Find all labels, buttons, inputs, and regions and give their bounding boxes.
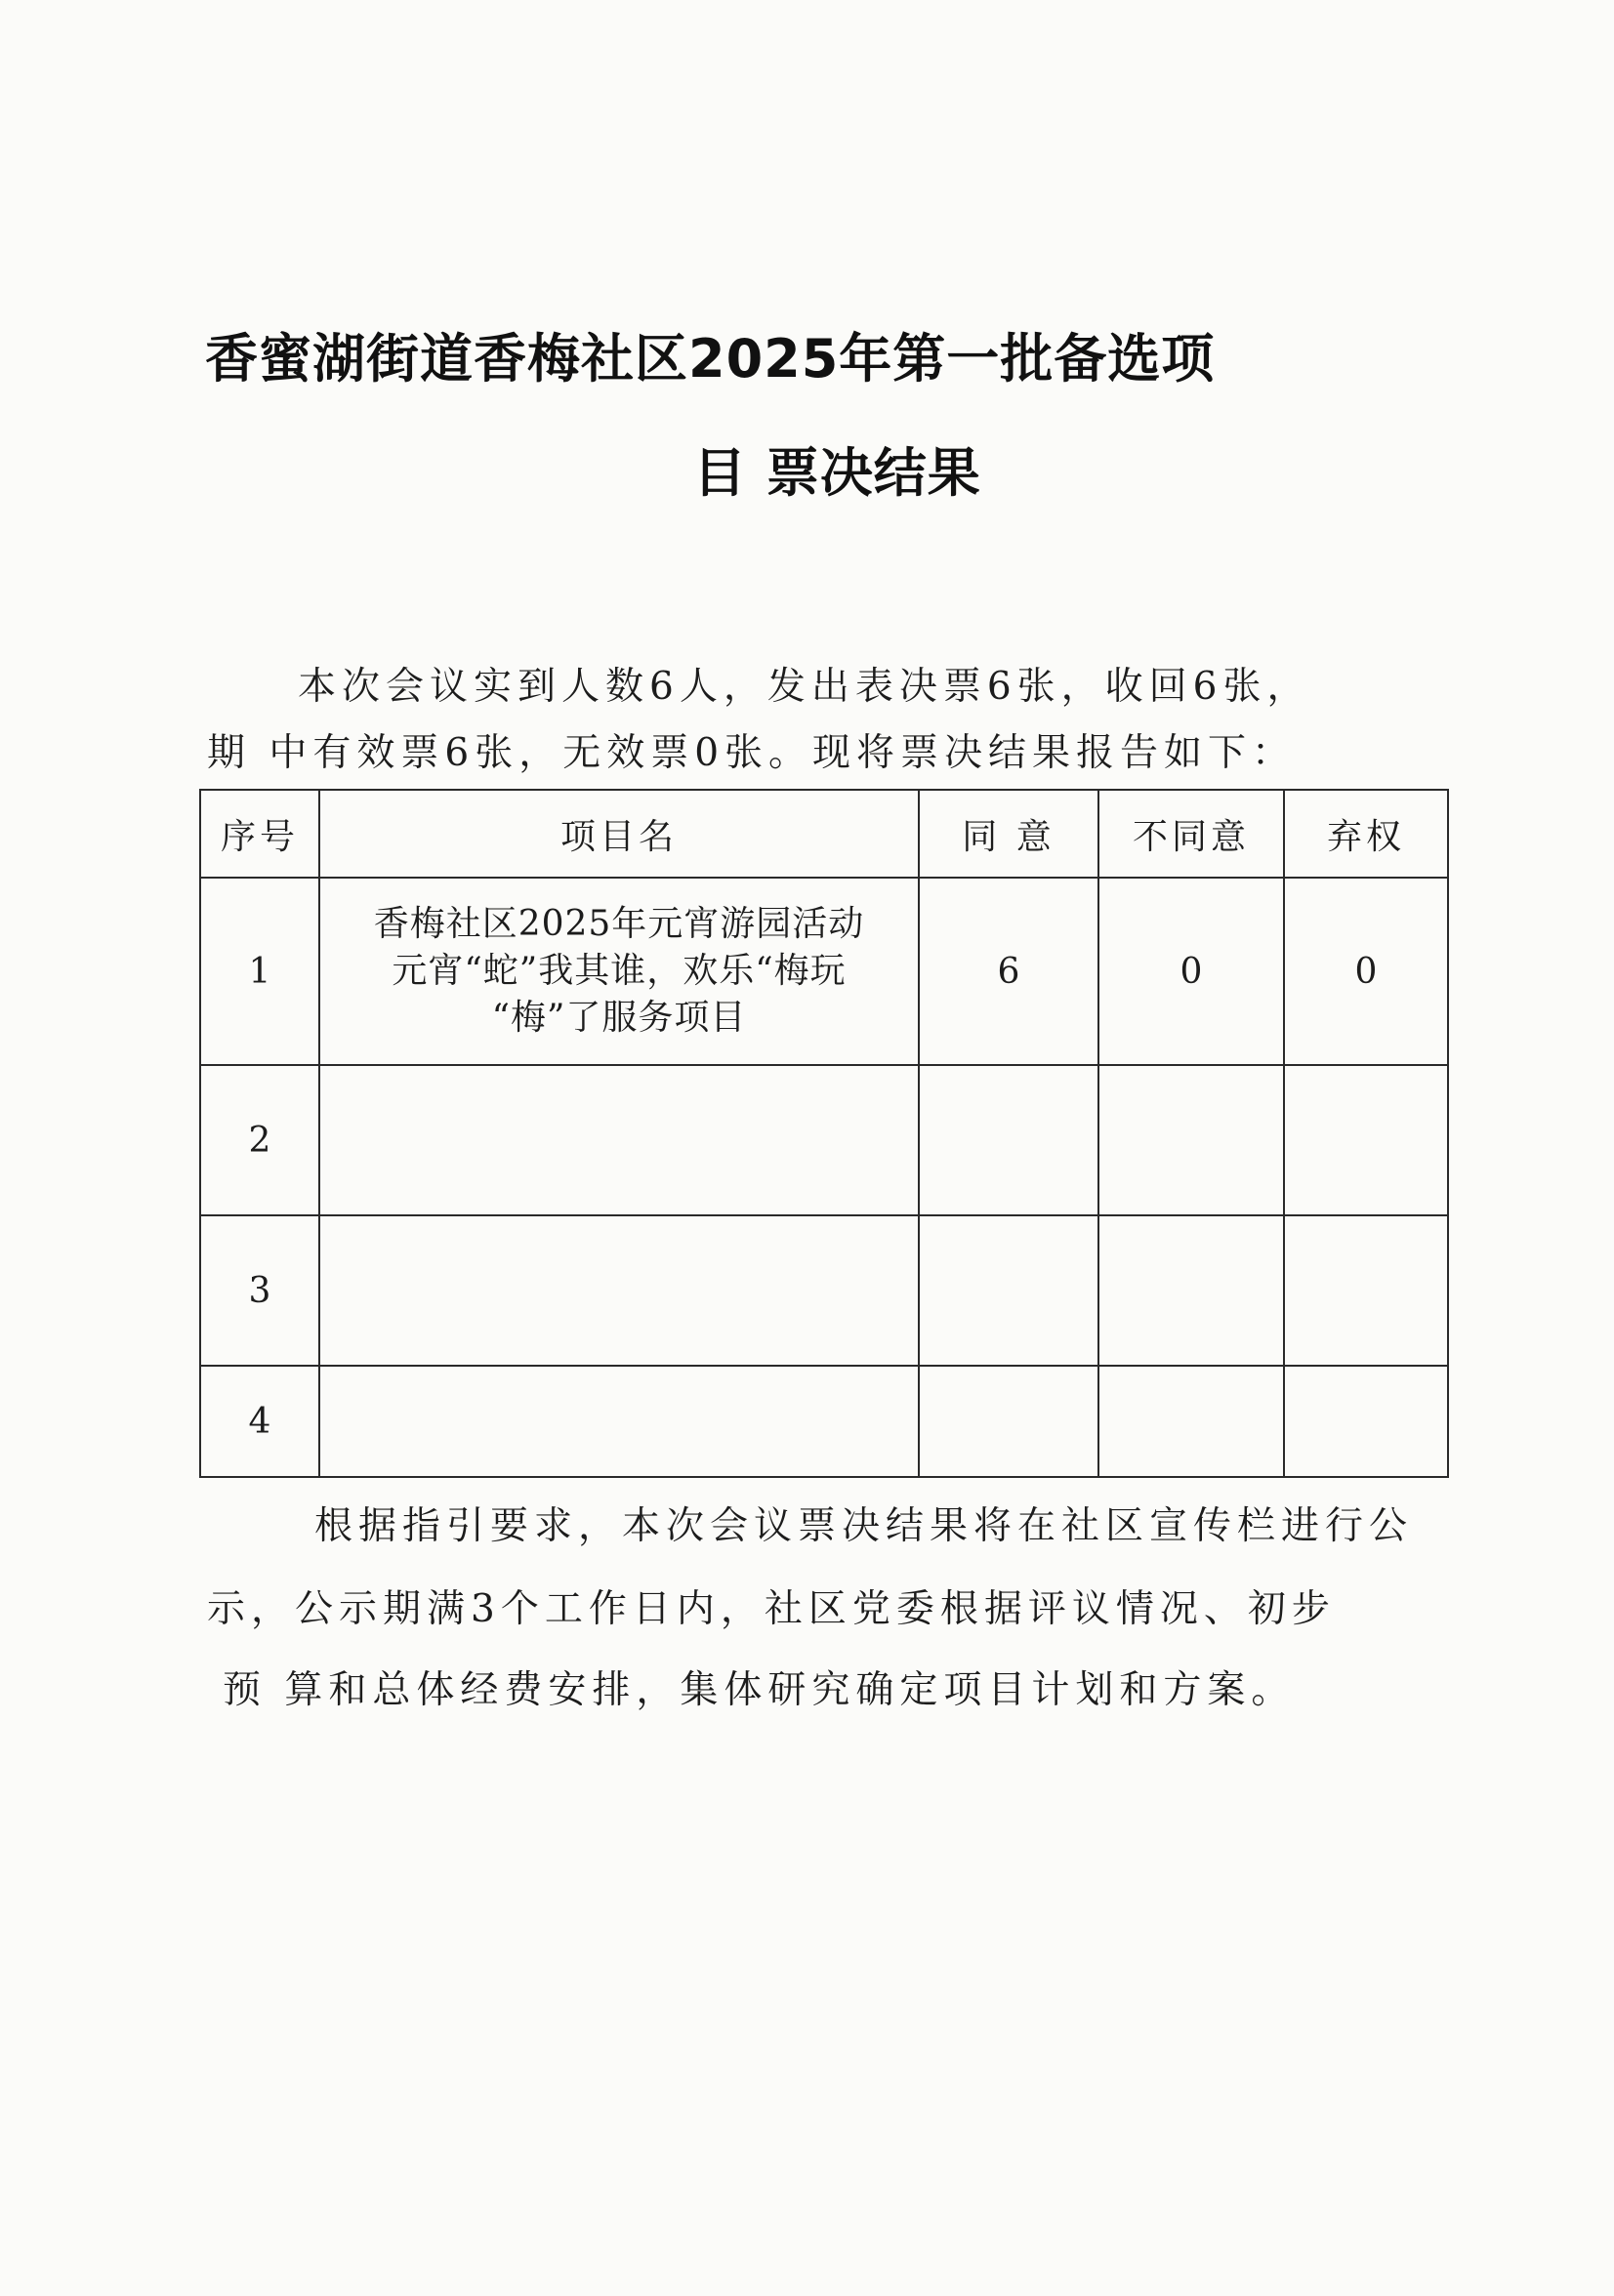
page-title-line-1: 香蜜湖街道香梅社区2025年第一批备选项 [205,328,1216,390]
header-project-name: 项目名 [319,790,919,878]
row-agree-count: 6 [919,878,1098,1065]
row-abstain-count [1284,1366,1448,1477]
row-index: 1 [200,878,319,1065]
closing-paragraph-line-2: 示，公示期满3个工作日内，社区党委根据评议情况、初步 [207,1587,1336,1631]
row-project-name [319,1065,919,1215]
row-project-name [319,1366,919,1477]
intro-paragraph-line-2: 期 中有效票6张，无效票0张。现将票决结果报告如下： [207,731,1297,775]
row-index: 3 [200,1215,319,1366]
table-row [200,1215,1448,1366]
page-title-line-2: 目 票决结果 [693,442,981,504]
closing-paragraph-line-3: 预 算和总体经费安排，集体研究确定项目计划和方案。 [223,1668,1296,1712]
header-abstain: 弃权 [1284,790,1448,878]
row-abstain-count: 0 [1284,878,1448,1065]
row-agree-count [919,1366,1098,1477]
row-project-name [319,1215,919,1366]
row-disagree-count [1098,1215,1284,1366]
project-name-text: 香梅社区2025年元宵游园活动 元宵“蛇”我其谁，欢乐“梅玩 “梅”了服务项目 [373,904,865,1038]
row-abstain-count [1284,1215,1448,1366]
table-row [200,1366,1448,1477]
row-disagree-count [1098,1065,1284,1215]
table-row [200,878,1448,1065]
header-index: 序号 [200,790,319,878]
row-disagree-count: 0 [1098,878,1284,1065]
row-agree-count [919,1215,1098,1366]
row-disagree-count [1098,1366,1284,1477]
row-index: 2 [200,1065,319,1215]
table-header-row [200,790,1448,878]
intro-paragraph-line-1: 本次会议实到人数6人，发出表决票6张，收回6张， [298,665,1311,709]
row-abstain-count [1284,1065,1448,1215]
table-row [200,1065,1448,1215]
row-agree-count [919,1065,1098,1215]
vote-results-table [199,789,1449,1478]
row-project-name [319,878,919,1065]
header-agree: 同 意 [919,790,1098,878]
header-disagree: 不同意 [1098,790,1284,878]
row-index: 4 [200,1366,319,1477]
closing-paragraph-line-1: 根据指引要求，本次会议票决结果将在社区宣传栏进行公 [314,1504,1414,1548]
